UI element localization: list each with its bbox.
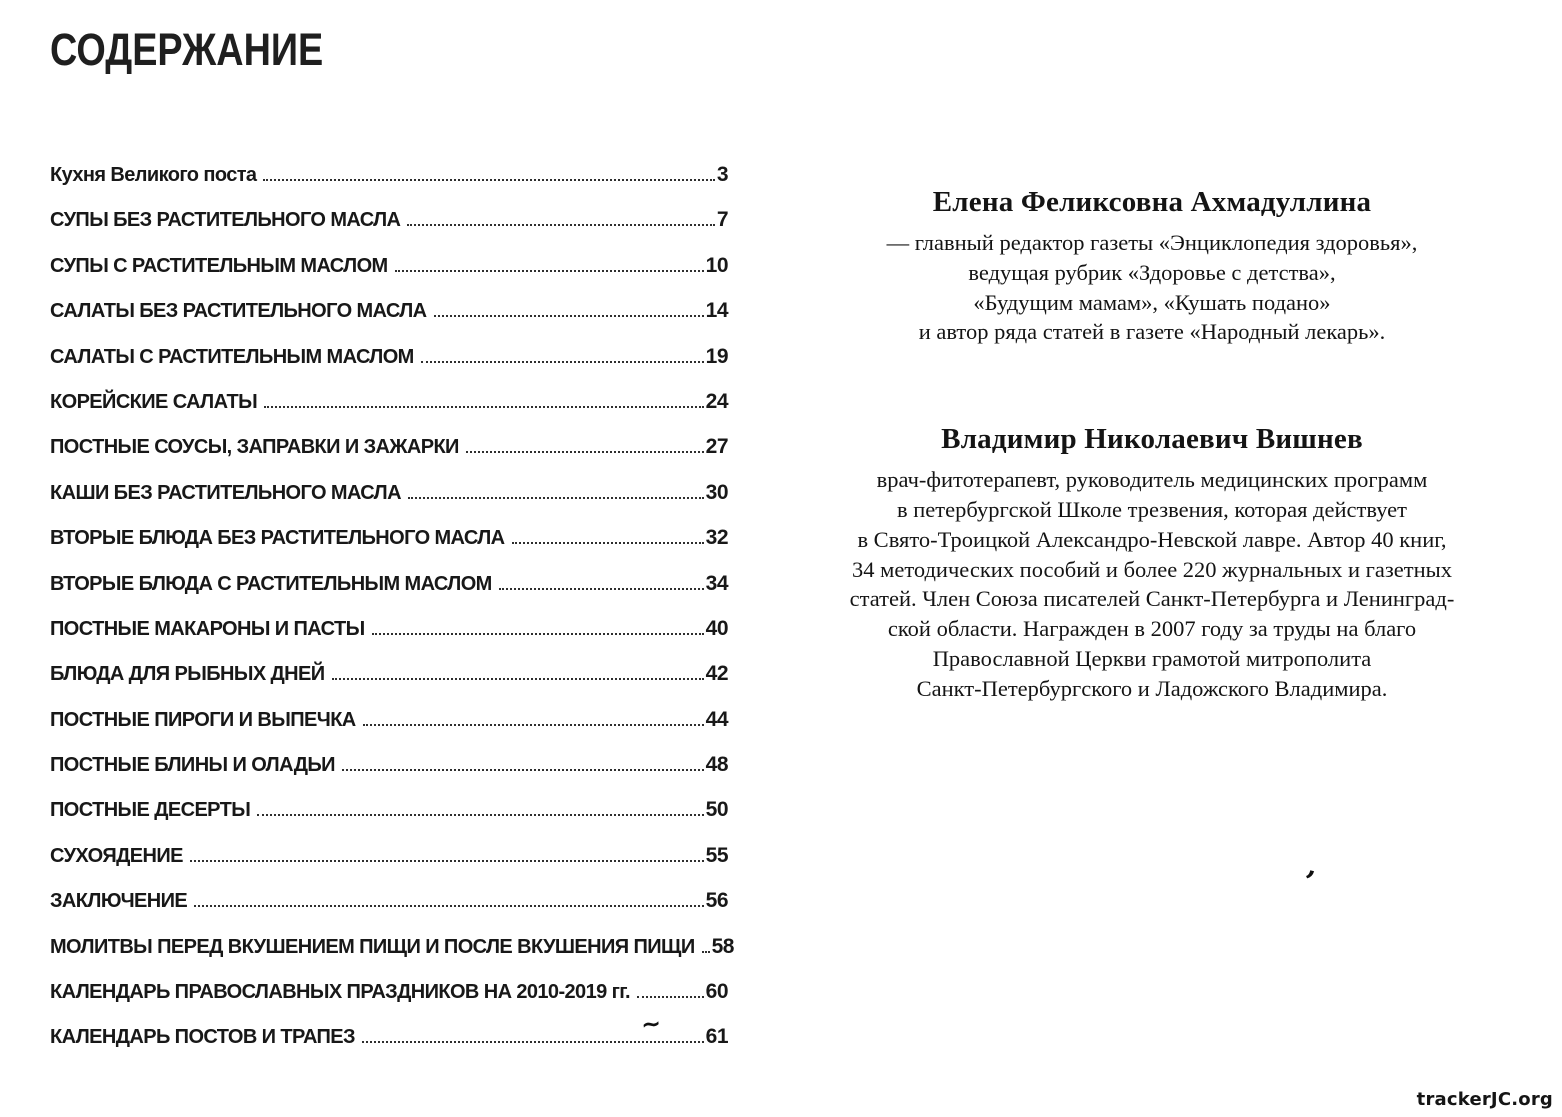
author-description-line: Санкт-Петербургского и Ладожского Владимира. (916, 675, 1388, 701)
toc-entry-label: ПОСТНЫЕ СОУСЫ, ЗАПРАВКИ И ЗАЖАРКИ (50, 436, 459, 459)
toc-leader-dots (190, 860, 704, 862)
toc-leader-dots (264, 406, 704, 408)
toc-entry (50, 934, 734, 979)
toc-entry-label: КАЛЕНДАРЬ ПРАВОСЛАВНЫХ ПРАЗДНИКОВ НА 2010-2019 гг. (50, 981, 630, 1004)
toc-entry-page-number: 27 (705, 435, 728, 459)
scan-speck-mark: ’ (1299, 864, 1318, 901)
toc-entry-page-number: 30 (705, 480, 728, 504)
toc-entry (50, 162, 728, 207)
toc-leader-dots (421, 361, 704, 363)
toc-leader-dots (257, 814, 703, 816)
toc-entry-page-number: 56 (705, 889, 728, 913)
author-description-line: Православной Церкви грамотой митрополита (932, 645, 1372, 671)
toc-entry (50, 253, 728, 298)
toc-entry-label: ПОСТНЫЕ ПИРОГИ И ВЫПЕЧКА (50, 708, 356, 731)
toc-entry (50, 1024, 728, 1069)
toc-entry (50, 525, 728, 570)
toc-entry-label: БЛЮДА ДЛЯ РЫБНЫХ ДНЕЙ (50, 663, 325, 686)
author-description-line: в петербургской Школе трезвения, которая действует (897, 496, 1407, 522)
toc-entry-label: ВТОРЫЕ БЛЮДА БЕЗ РАСТИТЕЛЬНОГО МАСЛА (50, 527, 505, 550)
toc-entry-page-number: 42 (705, 662, 728, 686)
toc-entry-page-number: 58 (711, 934, 734, 958)
scan-squiggle-mark: ~ (639, 1009, 663, 1039)
toc-entry-page-number: 10 (705, 253, 728, 277)
toc-leader-dots (637, 996, 704, 998)
toc-entry-label: КАШИ БЕЗ РАСТИТЕЛЬНОГО МАСЛА (50, 481, 401, 504)
toc-entry-page-number: 50 (705, 798, 728, 822)
author-description-line: и автор ряда статей в газете «Народный лекарь». (918, 319, 1386, 345)
toc-entry-label: МОЛИТВЫ ПЕРЕД ВКУШЕНИЕМ ПИЩИ И ПОСЛЕ ВКУШЕНИЯ ПИЩИ (50, 935, 695, 958)
toc-leader-dots (499, 588, 704, 590)
toc-leader-dots (363, 724, 704, 726)
toc-entry (50, 434, 728, 479)
toc-leader-dots (332, 678, 704, 680)
toc-entry (50, 298, 728, 343)
toc-entry-label: СУПЫ С РАСТИТЕЛЬНЫМ МАСЛОМ (50, 254, 388, 277)
toc-entry (50, 888, 728, 933)
author-description-line: ведущая рубрик «Здоровье с детства», (968, 259, 1336, 285)
toc-entry-page-number: 7 (716, 208, 728, 232)
toc-entry-label: САЛАТЫ С РАСТИТЕЛЬНЫМ МАСЛОМ (50, 345, 414, 368)
toc-entry (50, 752, 728, 797)
toc-leader-dots (407, 224, 714, 226)
author-description-line: статей. Член Союза писателей Санкт-Петербурга и Ленинград- (849, 586, 1455, 612)
toc-entry-page-number: 24 (705, 389, 728, 413)
toc-leader-dots (342, 769, 704, 771)
toc-leader-dots (466, 451, 704, 453)
author-description-line: 34 методических пособий и более 220 журнальных и газетных (852, 556, 1452, 582)
toc-entry (50, 344, 728, 389)
toc-entry (50, 797, 728, 842)
toc-entry-page-number: 14 (705, 299, 728, 323)
toc-entry (50, 843, 728, 888)
toc-entry (50, 707, 728, 752)
toc-entry-label: СУПЫ БЕЗ РАСТИТЕЛЬНОГО МАСЛА (50, 209, 401, 232)
toc-leader-dots (263, 179, 714, 181)
author-description-line: «Будущим мамам», «Кушать подано» (973, 289, 1331, 315)
toc-list (50, 162, 734, 1070)
author-description (818, 228, 1486, 347)
toc-leader-dots (512, 542, 704, 544)
author-name: Елена Феликсовна Ахмадуллина (932, 186, 1372, 218)
toc-leader-dots (194, 905, 704, 907)
toc-entry-page-number: 19 (705, 344, 728, 368)
author-description-line: — главный редактор газеты «Энциклопедия здоровья», (886, 230, 1418, 255)
toc-entry-page-number: 3 (716, 163, 728, 186)
toc-entry (50, 661, 728, 706)
toc-entry-page-number: 60 (705, 980, 728, 1004)
watermark: trackerJC.org (1416, 1089, 1553, 1110)
toc-entry-label: ПОСТНЫЕ БЛИНЫ И ОЛАДЬИ (50, 754, 335, 777)
toc-entry-page-number: 32 (705, 526, 728, 550)
toc-entry-label: СУХОЯДЕНИЕ (50, 844, 183, 867)
toc-entry-label: ПОСТНЫЕ МАКАРОНЫ И ПАСТЫ (50, 617, 365, 640)
toc-entry (50, 571, 728, 616)
toc-entry-page-number: 61 (705, 1025, 728, 1049)
toc-leader-dots (372, 633, 704, 635)
page-title: СОДЕРЖАНИЕ (50, 24, 324, 75)
toc-leader-dots (362, 1041, 704, 1043)
author-name: Владимир Николаевич Вишнев (941, 423, 1363, 456)
author-description-line: ской области. Награжден в 2007 году за труды на благо (887, 616, 1417, 642)
toc-entry (50, 480, 728, 525)
author-bio (818, 186, 1486, 347)
toc-entry-label: ВТОРЫЕ БЛЮДА С РАСТИТЕЛЬНЫМ МАСЛОМ (50, 572, 492, 595)
toc-leader-dots (434, 315, 704, 317)
toc-entry-label: КОРЕЙСКИЕ САЛАТЫ (50, 390, 258, 413)
toc-entry (50, 389, 728, 434)
toc-leader-dots (408, 497, 704, 499)
toc-entry-label: КАЛЕНДАРЬ ПОСТОВ И ТРАПЕЗ (50, 1026, 355, 1049)
toc-entry-label: САЛАТЫ БЕЗ РАСТИТЕЛЬНОГО МАСЛА (50, 300, 427, 323)
toc-entry (50, 616, 728, 661)
toc-entry-label: Кухня Великого поста (50, 164, 257, 186)
toc-leader-dots (702, 951, 710, 953)
toc-entry-page-number: 44 (705, 707, 728, 731)
author-description-line: в Свято-Троицкой Александро-Невской лавре. Автор 40 книг, (857, 526, 1447, 552)
toc-entry-page-number: 34 (705, 571, 728, 595)
toc-entry (50, 207, 728, 252)
author-description (818, 465, 1486, 703)
toc-entry-page-number: 55 (705, 843, 728, 867)
author-bios (818, 186, 1486, 704)
toc-entry-page-number: 40 (705, 616, 728, 640)
author-bio (818, 423, 1486, 703)
toc-leader-dots (395, 270, 704, 272)
author-description-line: врач-фитотерапевт, руководитель медицинских программ (876, 467, 1428, 493)
toc-entry-label: ПОСТНЫЕ ДЕСЕРТЫ (50, 799, 251, 822)
toc-entry-page-number: 48 (705, 753, 728, 777)
toc-entry (50, 979, 728, 1024)
toc-entry-label: ЗАКЛЮЧЕНИЕ (50, 890, 188, 913)
